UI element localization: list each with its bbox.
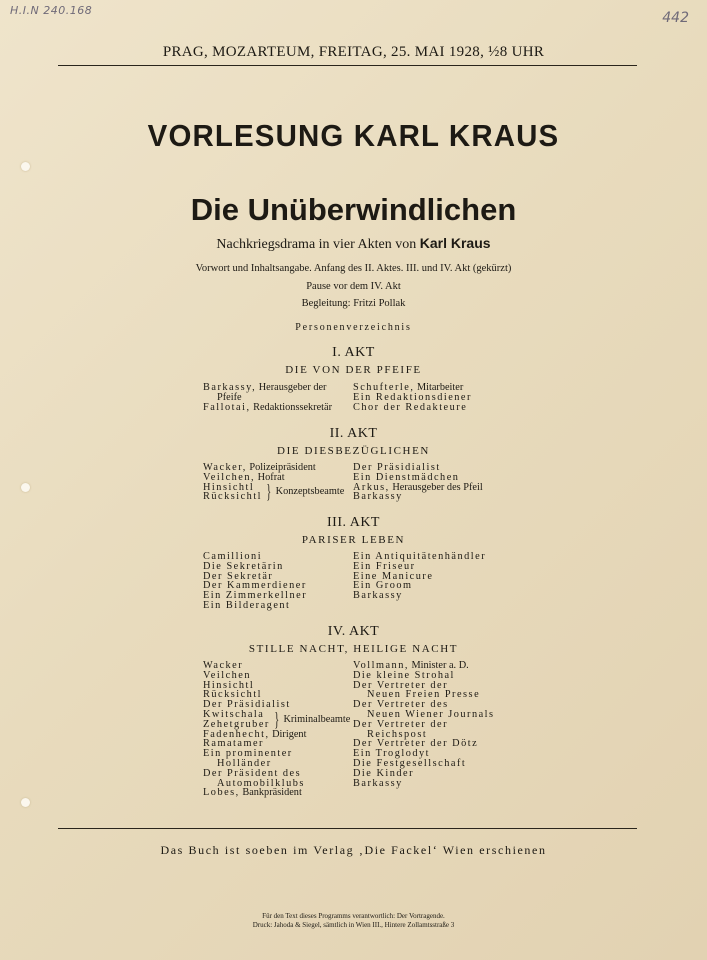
imprint-line: Für den Text dieses Programms verantwortlich: Der Vortragende. bbox=[262, 912, 445, 920]
character-name: Kwitschala bbox=[203, 708, 265, 720]
act-title: I. AKT bbox=[332, 345, 375, 360]
cast-entry bbox=[353, 403, 472, 413]
character-name: Reichspost bbox=[367, 728, 428, 740]
character-name: Ein Antiquitätenhändler bbox=[353, 551, 487, 562]
persons-heading: Personenverzeichnis bbox=[295, 322, 412, 333]
character-role: Konzeptsbeamte bbox=[275, 486, 345, 498]
cast-left-column bbox=[203, 552, 307, 611]
info-line: Vorwort und Inhaltsangabe. Anfang des II. Aktes. III. und IV. Akt (gekürzt) bbox=[195, 263, 512, 274]
cast-left-column bbox=[203, 661, 350, 798]
character-name: Ein Troglodyt bbox=[353, 748, 431, 760]
cast-entry bbox=[353, 779, 495, 789]
act-subtitle: PARISER LEBEN bbox=[301, 534, 406, 546]
character-name: Der Vertreter des bbox=[353, 699, 449, 711]
character-name: Barkassy bbox=[353, 491, 403, 503]
act-subtitle: STILLE NACHT, HEILIGE NACHT bbox=[248, 643, 459, 655]
character-name: Ein prominenter bbox=[203, 748, 293, 760]
character-name: Ein Dienstmädchen bbox=[353, 471, 460, 483]
info-line: Begleitung: Fritzi Pollak bbox=[301, 298, 406, 309]
character-name: Barkassy, bbox=[203, 382, 257, 393]
character-name: Wacker, bbox=[203, 462, 247, 473]
subtitle-author: Karl Kraus bbox=[419, 235, 491, 251]
character-name: Fallotai, bbox=[203, 401, 251, 413]
character-name: Ein Friseur bbox=[353, 560, 416, 572]
act-subtitle: DIE VON DER PFEIFE bbox=[285, 364, 422, 376]
character-name: Der Präsident des bbox=[203, 767, 302, 779]
character-name: Automobilklubs bbox=[217, 777, 305, 789]
character-name: Fadenhecht, bbox=[203, 728, 270, 740]
character-name: Der Vertreter der bbox=[353, 718, 449, 730]
imprint-line: Druck: Jahoda & Siegel, sämtlich in Wien III., Hintere Zollamtsstraße 3 bbox=[252, 921, 455, 929]
character-name: Hinsichtl bbox=[203, 481, 255, 493]
character-name: Eine Manicure bbox=[353, 570, 434, 582]
cast-entry bbox=[203, 788, 350, 798]
character-role: Redaktionssekretär bbox=[250, 401, 333, 413]
character-name: Der Vertreter der bbox=[353, 679, 449, 691]
page-number: 442 bbox=[662, 10, 689, 26]
character-name: Neuen Wiener Journals bbox=[367, 708, 495, 720]
character-name: Der Sekretär bbox=[203, 570, 274, 582]
character-name: Ein Bilderagent bbox=[203, 599, 291, 611]
footer-rule bbox=[58, 828, 637, 829]
act-subtitle: DIE DIESBEZÜGLICHEN bbox=[277, 445, 430, 457]
punch-hole bbox=[21, 798, 30, 807]
brace-symbol: } bbox=[274, 708, 280, 731]
footer-note: Das Buch ist soeben im Verlag ‚Die Fackel‘ Wien erschienen bbox=[160, 843, 547, 857]
brace-group bbox=[203, 483, 344, 503]
cast-entry bbox=[203, 403, 332, 413]
character-name: Rücksichtl bbox=[203, 689, 263, 701]
subtitle-prefix: Nachkriegsdrama in vier Akten von bbox=[216, 237, 417, 252]
character-name: Barkassy bbox=[353, 590, 403, 602]
act-title: II. AKT bbox=[329, 426, 378, 441]
character-role: Pfeife bbox=[217, 391, 242, 403]
act-section bbox=[0, 515, 707, 546]
character-name: Schufterle, bbox=[353, 382, 415, 393]
character-role: Herausgeber der bbox=[256, 382, 327, 393]
character-name: Der Kammerdiener bbox=[203, 580, 307, 592]
character-name: Rücksichtl bbox=[203, 491, 263, 503]
character-name: Arkus, bbox=[353, 481, 390, 493]
character-name: Ein Redaktionsdiener bbox=[353, 391, 472, 403]
work-subtitle bbox=[0, 235, 707, 253]
character-name: Hinsichtl bbox=[203, 679, 255, 691]
character-name: Der Präsidialist bbox=[203, 699, 291, 711]
character-name: Neuen Freien Presse bbox=[367, 689, 481, 701]
character-role: Mitarbeiter bbox=[414, 382, 464, 393]
character-name: Die Kinder bbox=[353, 767, 415, 779]
character-name: Ein Groom bbox=[353, 580, 413, 592]
character-name: Veilchen bbox=[203, 669, 252, 681]
info-line: Pause vor dem IV. Akt bbox=[306, 281, 401, 292]
character-name: Camillioni bbox=[203, 551, 263, 562]
punch-hole bbox=[21, 483, 30, 492]
cast-entry bbox=[203, 601, 307, 611]
character-name: Die kleine Strohal bbox=[353, 669, 455, 681]
character-name: Der Präsidialist bbox=[353, 462, 441, 473]
cast-right-column bbox=[353, 661, 495, 788]
character-name: Die Festgesellschaft bbox=[353, 757, 467, 769]
work-title: Die Unüberwindlichen bbox=[190, 192, 517, 227]
character-role: Hofrat bbox=[255, 471, 285, 483]
imprint bbox=[0, 912, 707, 930]
act-section bbox=[0, 624, 707, 655]
brace-group bbox=[203, 710, 350, 730]
cast-right-column bbox=[353, 383, 472, 412]
cast-right-column bbox=[353, 552, 486, 601]
character-name: Veilchen, bbox=[203, 471, 256, 483]
character-name: Lobes, bbox=[203, 787, 240, 799]
character-name: Der Vertreter der Dötz bbox=[353, 738, 479, 750]
character-name: Ein Zimmerkellner bbox=[203, 590, 308, 602]
character-name: Holländer bbox=[217, 757, 272, 769]
character-name: Wacker bbox=[203, 660, 244, 671]
character-name: Ramatamer bbox=[203, 738, 264, 750]
character-name: Die Sekretärin bbox=[203, 560, 284, 572]
character-role: Herausgeber des Pfeil bbox=[389, 481, 483, 493]
character-name: Zehetgruber bbox=[203, 718, 270, 730]
act-section bbox=[0, 345, 707, 376]
character-role: Bankpräsident bbox=[239, 787, 302, 799]
event-header: PRAG, MOZARTEUM, FREITAG, 25. MAI 1928, ½8 UHR bbox=[162, 44, 545, 60]
character-role: Kriminalbeamte bbox=[283, 713, 351, 725]
punch-hole bbox=[21, 162, 30, 171]
program-title: VORLESUNG KARL KRAUS bbox=[147, 118, 560, 153]
brace-names bbox=[203, 710, 270, 730]
act-section bbox=[0, 426, 707, 457]
brace-symbol: } bbox=[266, 481, 272, 504]
cast-left-column bbox=[203, 463, 344, 502]
header-rule bbox=[58, 65, 637, 66]
character-name: Barkassy bbox=[353, 777, 403, 789]
character-role: Dirigent bbox=[269, 728, 307, 740]
cast-entry bbox=[353, 591, 486, 601]
character-name: Vollmann, bbox=[353, 660, 409, 671]
character-role: Minister a. D. bbox=[408, 660, 469, 671]
act-title: III. AKT bbox=[327, 515, 380, 530]
character-name: Chor der Redakteure bbox=[353, 401, 468, 413]
character-role: Polizeipräsident bbox=[246, 462, 316, 473]
cast-left-column bbox=[203, 383, 332, 412]
brace-names bbox=[203, 483, 262, 503]
cast-entry bbox=[353, 492, 483, 502]
cast-right-column bbox=[353, 463, 483, 502]
archive-mark: H.I.N 240.168 bbox=[10, 4, 93, 17]
act-title: IV. AKT bbox=[327, 624, 380, 639]
